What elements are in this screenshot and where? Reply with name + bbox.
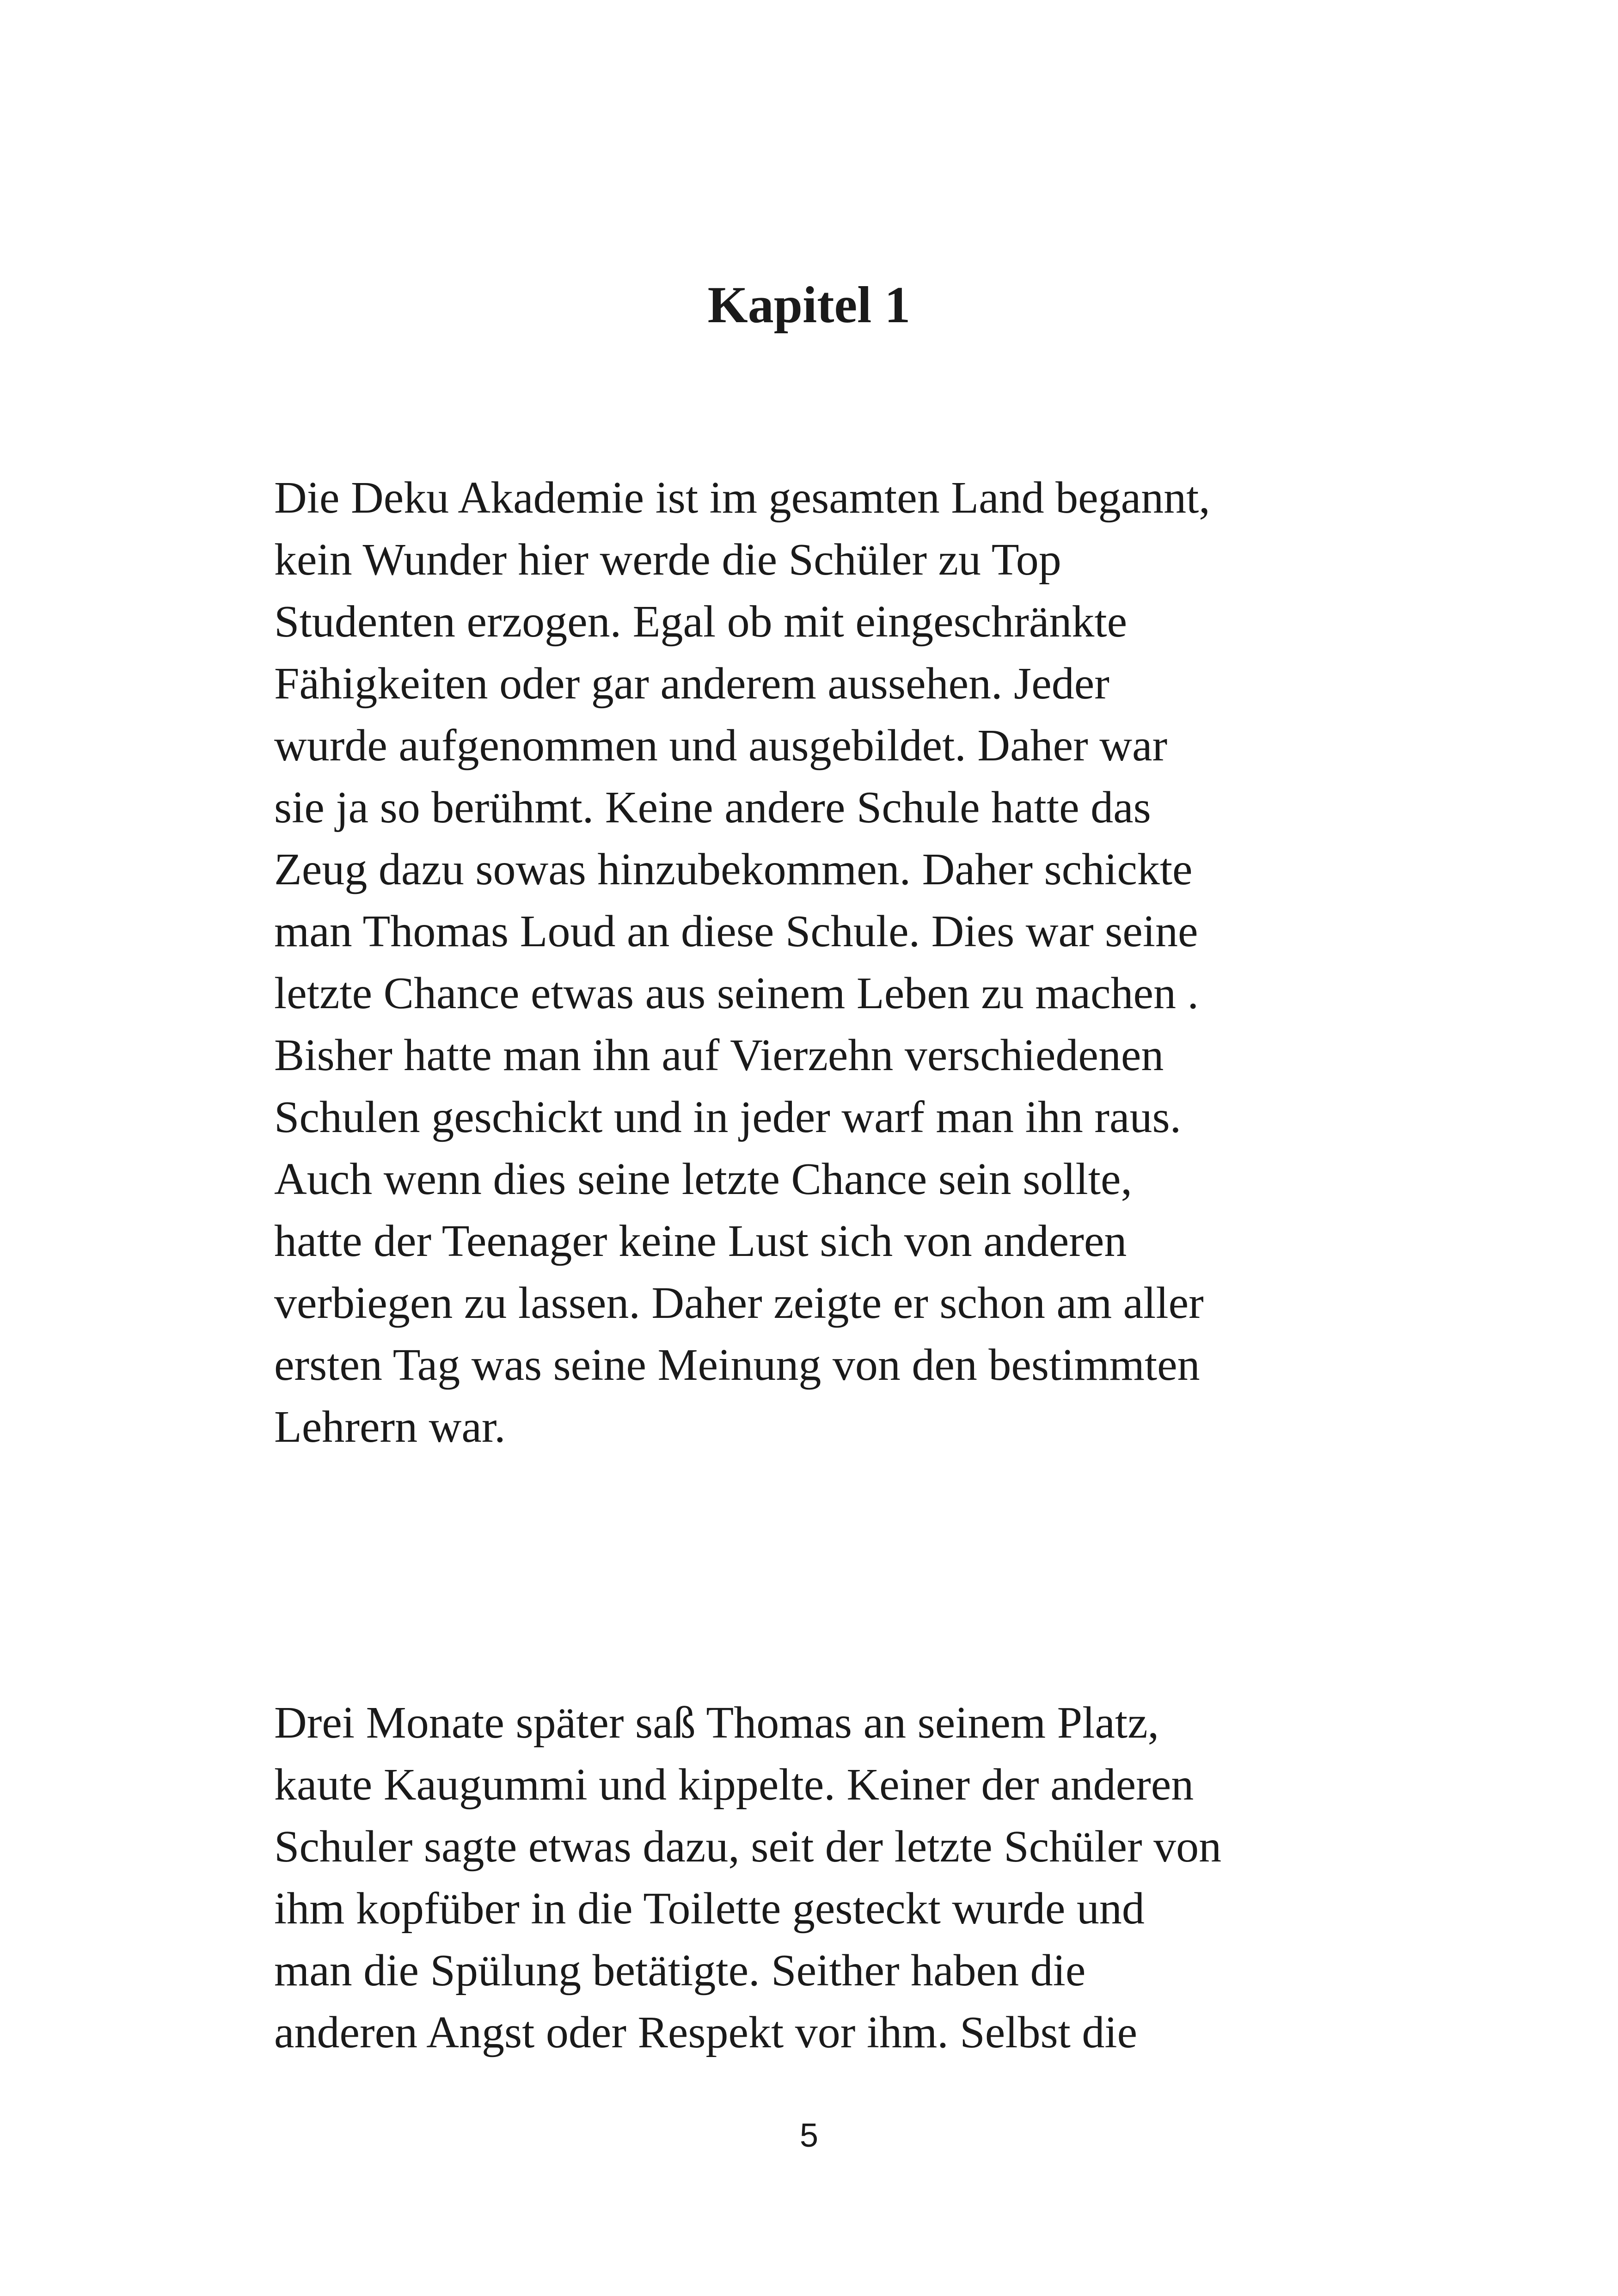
- text-line: Bisher hatte man ihn auf Vierzehn verschiedenen: [274, 1030, 1164, 1080]
- text-line: hatte der Teenager keine Lust sich von anderen: [274, 1216, 1127, 1266]
- text-line: sie ja so berühmt. Keine andere Schule hatte das: [274, 783, 1151, 833]
- text-line: verbiegen zu lassen. Daher zeigte er schon am aller: [274, 1278, 1204, 1328]
- text-line: letzte Chance etwas aus seinem Leben zu machen .: [274, 968, 1199, 1018]
- text-line: Auch wenn dies seine letzte Chance sein sollte,: [274, 1154, 1132, 1204]
- page-number: 5: [799, 2117, 819, 2154]
- text-line: man Thomas Loud an diese Schule. Dies war seine: [274, 906, 1198, 956]
- text-line: Fähigkeiten oder gar anderem aussehen. Jeder: [274, 659, 1109, 709]
- text-line: man die Spülung betätigte. Seither haben die: [274, 1946, 1086, 1996]
- text-line: Schulen geschickt und in jeder warf man ihn raus.: [274, 1092, 1182, 1142]
- text-line: Lehrern war.: [274, 1402, 506, 1452]
- text-line: anderen Angst oder Respekt vor ihm. Selbst die: [274, 2008, 1138, 2057]
- text-line: Schuler sagte etwas dazu, seit der letzte Schüler von: [274, 1822, 1222, 1872]
- text-line: ersten Tag was seine Meinung von den bestimmten: [274, 1340, 1200, 1390]
- text-line: kaute Kaugummi und kippelte. Keiner der anderen: [274, 1760, 1194, 1810]
- text-line: Zeug dazu sowas hinzubekommen. Daher schickte: [274, 845, 1193, 894]
- text-line: Die Deku Akademie ist im gesamten Land begannt,: [274, 473, 1210, 523]
- text-line: Studenten erzogen. Egal ob mit eingeschränkte: [274, 597, 1128, 647]
- paragraph: [274, 467, 1384, 1458]
- text-line: kein Wunder hier werde die Schüler zu Top: [274, 535, 1061, 585]
- text-line: ihm kopfüber in die Toilette gesteckt wurde und: [274, 1884, 1145, 1934]
- chapter-title: Kapitel 1: [707, 276, 911, 334]
- text-line: wurde aufgenommen und ausgebildet. Daher war: [274, 721, 1168, 771]
- text-line: Drei Monate später saß Thomas an seinem Platz,: [274, 1698, 1159, 1748]
- paragraph: [274, 1692, 1384, 2063]
